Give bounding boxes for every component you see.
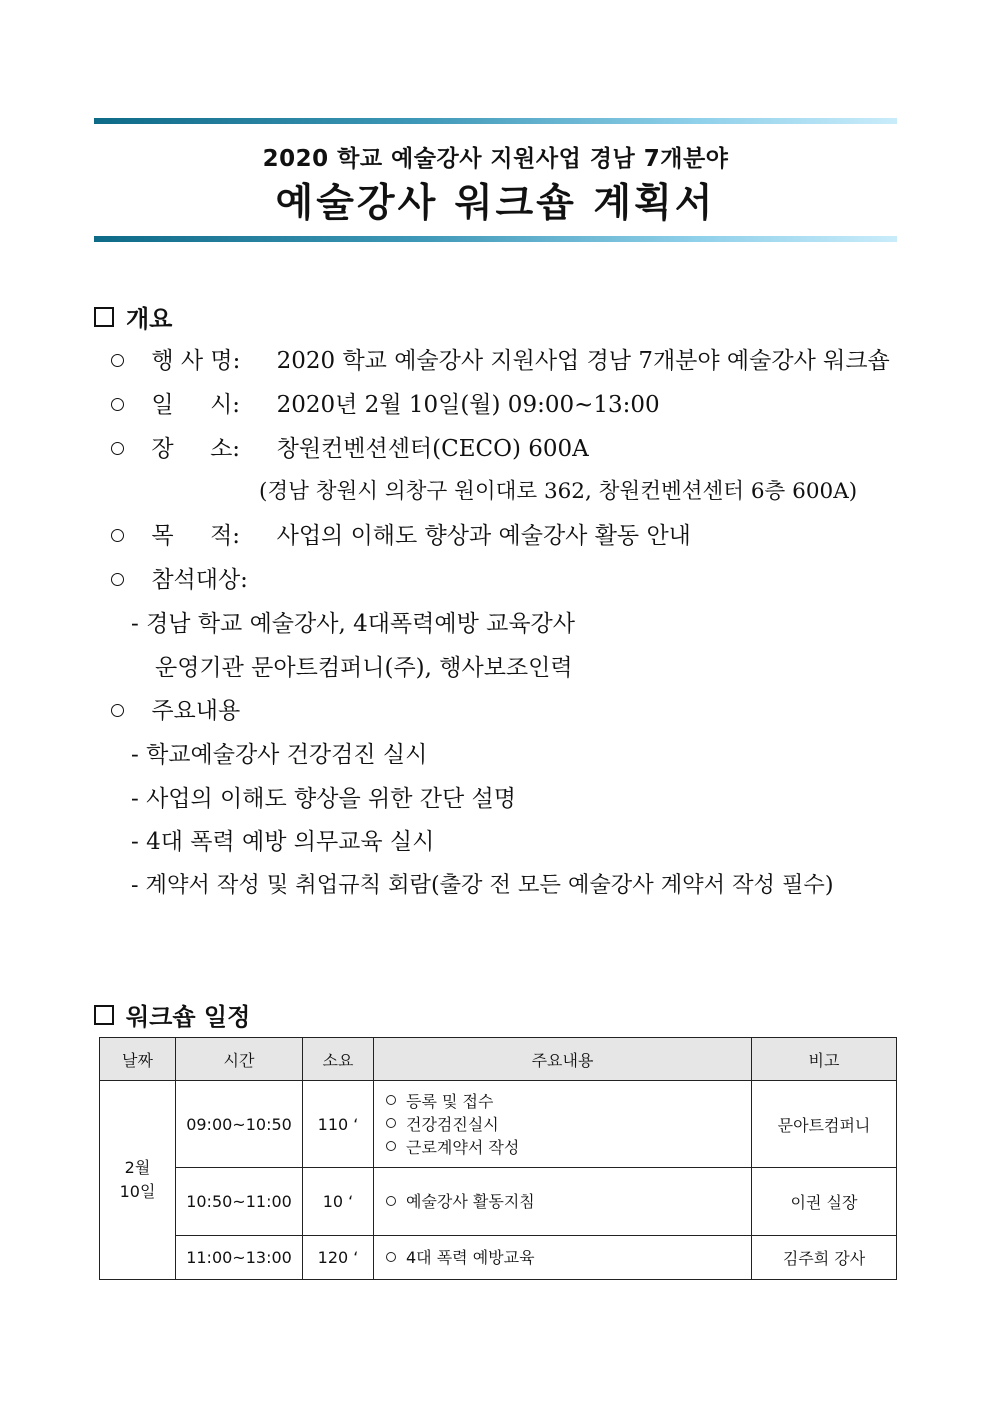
overview-heading xyxy=(94,299,172,334)
note-cell: 김주희 강사 xyxy=(752,1236,897,1280)
attendees-item-1: - 경남 학교 예술강사, 4대폭력예방 교육강사 xyxy=(131,611,575,637)
circle-bullet-icon xyxy=(386,1196,396,1206)
contents-cell-item xyxy=(386,1246,751,1269)
contents-line xyxy=(111,692,240,725)
purpose-line xyxy=(111,517,691,550)
date-line xyxy=(111,386,660,419)
attendees-item-2: 운영기관 문아트컴퍼니(주), 행사보조인력 xyxy=(155,655,573,681)
schedule-heading-text: 워크숍 일정 xyxy=(126,1002,251,1031)
place-detail: (경남 창원시 의창구 원이대로 362, 창원컨벤션센터 6층 600A) xyxy=(259,479,858,504)
contents-item: - 4대 폭력 예방 의무교육 실시 xyxy=(131,829,435,855)
contents-item: - 계약서 작성 및 취업규칙 회람(출강 전 모든 예술강사 계약서 작성 필수) xyxy=(131,872,834,898)
event-name-line xyxy=(111,342,890,375)
table-row xyxy=(100,1081,897,1168)
circle-bullet-icon xyxy=(386,1141,396,1151)
document-title: 예술강사 워크숍 계획서 xyxy=(275,181,716,226)
purpose-value: 사업의 이해도 향상과 예술강사 활동 안내 xyxy=(276,523,691,549)
contents-cell-item xyxy=(386,1190,751,1213)
column-header-date: 날짜 xyxy=(100,1038,176,1081)
time-cell: 10:50~11:00 xyxy=(176,1168,303,1236)
purpose-label: 목 적: xyxy=(151,523,241,549)
schedule-table xyxy=(99,1037,897,1280)
contents-cell xyxy=(374,1236,752,1280)
date-cell-day: 10일 xyxy=(119,1182,156,1201)
place-line xyxy=(111,430,589,463)
duration-cell: 110 ‘ xyxy=(303,1081,374,1168)
title-top-rule xyxy=(94,118,897,124)
title-bottom-rule xyxy=(94,236,897,242)
event-name-label: 행 사 명: xyxy=(151,348,241,374)
contents-cell-item xyxy=(386,1136,751,1159)
contents-item: - 학교예술강사 건강검진 실시 xyxy=(131,742,428,768)
contents-cell-text: 등록 및 접수 xyxy=(406,1091,494,1111)
schedule-heading xyxy=(94,997,250,1032)
date-cell xyxy=(100,1081,176,1280)
duration-cell: 10 ‘ xyxy=(303,1168,374,1236)
contents-cell xyxy=(374,1168,752,1236)
note-cell: 문아트컴퍼니 xyxy=(752,1081,897,1168)
place-value: 창원컨벤션센터(CECO) 600A xyxy=(276,436,589,462)
circle-bullet-icon xyxy=(386,1118,396,1128)
contents-cell-text: 예술강사 활동지침 xyxy=(406,1192,535,1211)
document-subtitle: 2020 학교 예술강사 지원사업 경남 7개분야 xyxy=(262,146,729,172)
contents-cell-text: 4대 폭력 예방교육 xyxy=(406,1248,535,1267)
circle-bullet-icon xyxy=(111,398,124,411)
column-header-contents: 주요내용 xyxy=(374,1038,752,1081)
attendees-line xyxy=(111,561,248,594)
circle-bullet-icon xyxy=(386,1095,396,1105)
date-value: 2020년 2월 10일(월) 09:00~13:00 xyxy=(276,392,660,418)
contents-cell-text: 건강검진실시 xyxy=(406,1114,499,1134)
contents-cell-text: 근로계약서 작성 xyxy=(406,1137,520,1157)
contents-cell xyxy=(374,1081,752,1168)
overview-heading-text: 개요 xyxy=(126,304,173,333)
contents-item: - 사업의 이해도 향상을 위한 간단 설명 xyxy=(131,786,516,812)
circle-bullet-icon xyxy=(111,529,124,542)
circle-bullet-icon xyxy=(111,354,124,367)
circle-bullet-icon xyxy=(111,573,124,586)
table-row xyxy=(100,1236,897,1280)
contents-label: 주요내용 xyxy=(151,698,241,724)
column-header-time: 시간 xyxy=(176,1038,303,1081)
event-name-value: 2020 학교 예술강사 지원사업 경남 7개분야 예술강사 워크숍 xyxy=(276,348,890,374)
table-row xyxy=(100,1168,897,1236)
note-cell: 이권 실장 xyxy=(752,1168,897,1236)
contents-cell-item xyxy=(386,1113,751,1136)
checkbox-square-icon xyxy=(94,307,114,327)
column-header-duration: 소요 xyxy=(303,1038,374,1081)
place-label: 장 소: xyxy=(151,436,241,462)
time-cell: 11:00~13:00 xyxy=(176,1236,303,1280)
circle-bullet-icon xyxy=(111,704,124,717)
time-cell: 09:00~10:50 xyxy=(176,1081,303,1168)
attendees-label: 참석대상: xyxy=(151,567,248,593)
date-cell-month: 2월 xyxy=(124,1158,151,1177)
duration-cell: 120 ‘ xyxy=(303,1236,374,1280)
date-label: 일 시: xyxy=(151,392,241,418)
contents-cell-item xyxy=(386,1090,751,1113)
circle-bullet-icon xyxy=(111,442,124,455)
checkbox-square-icon xyxy=(94,1005,114,1025)
circle-bullet-icon xyxy=(386,1252,396,1262)
column-header-note: 비고 xyxy=(752,1038,897,1081)
schedule-header-row xyxy=(100,1038,897,1081)
